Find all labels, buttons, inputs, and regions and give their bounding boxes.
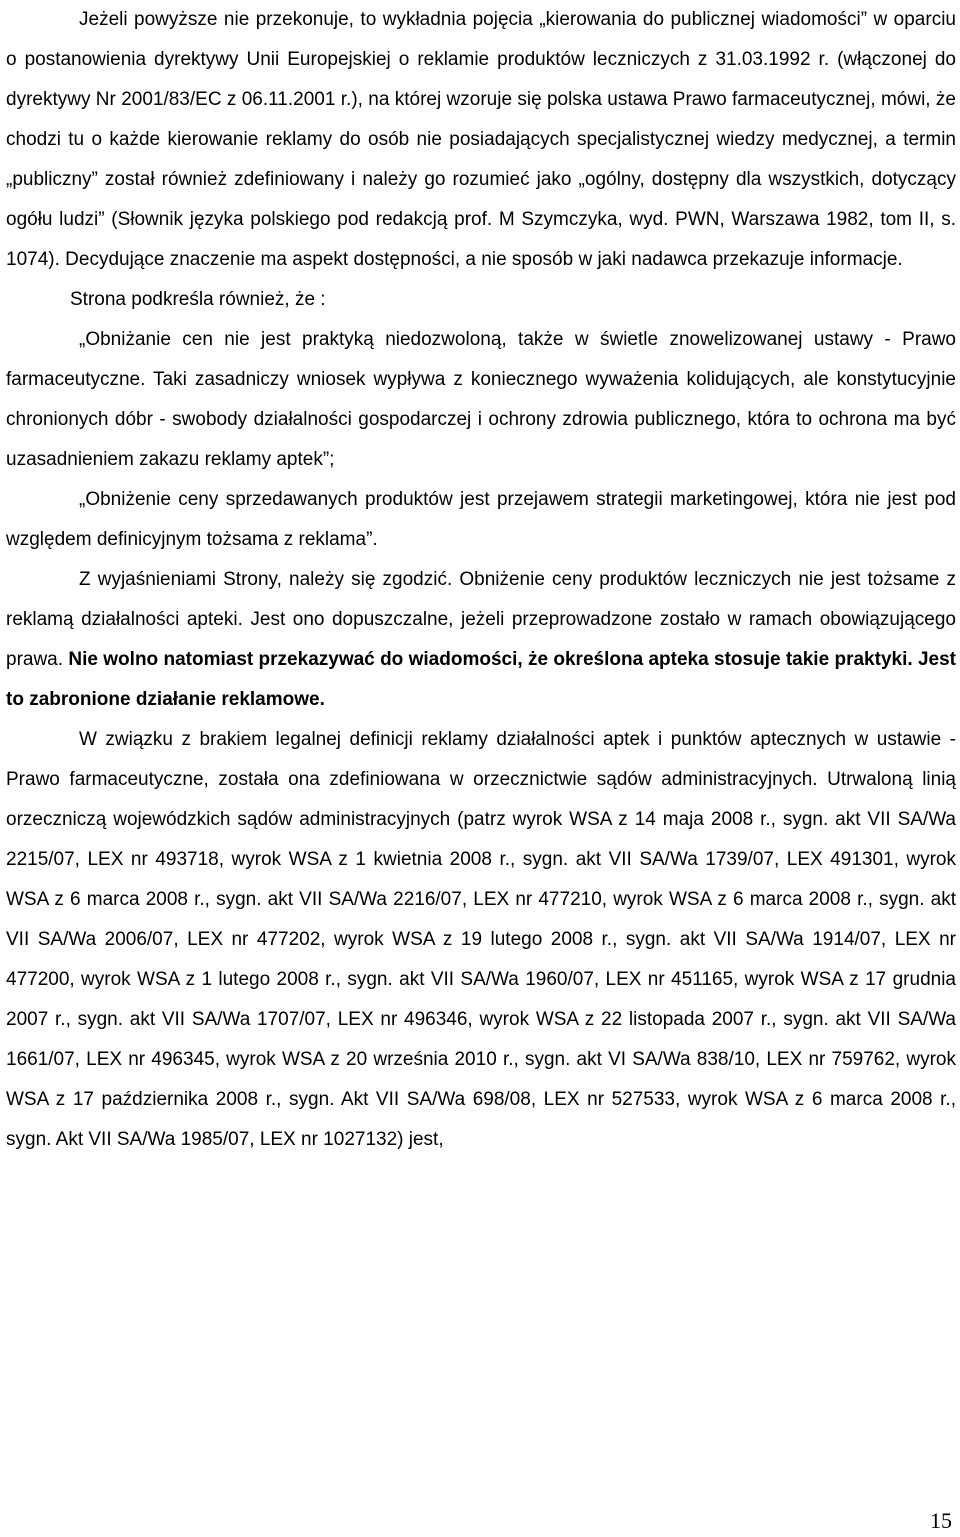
paragraph-quote-price-reduction: „Obniżanie cen nie jest praktyką niedozwoloną, także w świetle znowelizowanej ustawy - Prawo farmaceutyczne. Taki zasadniczy wniosek wypływa z koniecznego wyważenia kolidujących, ale konstytucyjnie chronionych dóbr - swobody działalności gospodarczej i ochrony zdrowia publicznego, która to ochrona ma być uzasadnieniem zakazu reklamy aptek”; (6, 329, 956, 470)
paragraph-party-emphasis: Strona podkreśla również, że : (70, 289, 326, 310)
paragraph-directive-interpretation: Jeżeli powyższe nie przekonuje, to wykładnia pojęcia „kierowania do publicznej wiadomości” w oparciu o postanowienia dyrektywy Unii Europejskiej o reklamie produktów leczniczych z 31.03.1992 r. (włączonej do dyrektywy Nr 2001/83/EC z 06.11.2001 r.), na której wzoruje się polska ustawa Prawo farmaceutycznej, mówi, że chodzi tu o każde kierowanie reklamy do osób nie posiadających specjalistycznej wiedzy medycznej, a termin „publiczny” został również zdefiniowany i należy go rozumieć jako „ogólny, dostępny dla wszystkich, dotyczący ogółu ludzi” (Słownik języka polskiego pod redakcją prof. M Szymczyka, wyd. PWN, Warszawa 1982, tom II, s. 1074). Decydujące znaczenie ma aspekt dostępności, a nie sposób w jaki nadawca przekazuje informacje. (6, 9, 956, 270)
paragraph-case-law: W związku z brakiem legalnej definicji reklamy działalności aptek i punktów aptecznych w ustawie - Prawo farmaceutyczne, została ona zdefiniowana w orzecznictwie sądów administracyjnych. Utrwaloną linią orzeczniczą wojewódzkich sądów administracyjnych (patrz wyrok WSA z 14 maja 2008 r., sygn. akt VII SA/Wa 2215/07, LEX nr 493718, wyrok WSA z 1 kwietnia 2008 r., sygn. akt VII SA/Wa 1739/07, LEX 491301, wyrok WSA z 6 marca 2008 r., sygn. akt VII SA/Wa 2216/07, LEX nr 477210, wyrok WSA z 6 marca 2008 r., sygn. akt VII SA/Wa 2006/07, LEX nr 477202, wyrok WSA z 19 lutego 2008 r., sygn. akt VII SA/Wa 1914/07, LEX nr 477200, wyrok WSA z 1 lutego 2008 r., sygn. akt VII SA/Wa 1960/07, LEX nr 451165, wyrok WSA z 17 grudnia 2007 r., sygn. akt VII SA/Wa 1707/07, LEX nr 496346, wyrok WSA z 22 listopada 2007 r., sygn. akt VII SA/Wa 1661/07, LEX nr 496345, wyrok WSA z 20 września 2010 r., sygn. akt VI SA/Wa 838/10, LEX nr 759762, wyrok WSA z 17 października 2008 r., sygn. Akt VII SA/Wa 698/08, LEX nr 527533, wyrok WSA z 6 marca 2008 r., sygn. Akt VII SA/Wa 1985/07, LEX nr 1027132) jest, (6, 729, 956, 1150)
explanations-text: Z wyjaśnieniami Strony, należy się zgodzić. Obniżenie ceny produktów leczniczych nie jest tożsame z reklamą działalności apteki. Jest ono dopuszczalne, jeżeli przeprowadzone zostało w ramach obowiązującego prawa. (6, 569, 956, 670)
prohibition-bold-text: Nie wolno natomiast przekazywać do wiadomości, że określona apteka stosuje takie praktyki. Jest to zabronione działanie reklamowe. (6, 649, 957, 710)
paragraph-quote-marketing-strategy: „Obniżenie ceny sprzedawanych produktów jest przejawem strategii marketingowej, która nie jest pod względem definicyjnym tożsama z reklama”. (6, 489, 956, 550)
paragraph-explanations (6, 560, 956, 720)
body-text (6, 0, 956, 1160)
page-number: 15 (930, 1508, 952, 1533)
